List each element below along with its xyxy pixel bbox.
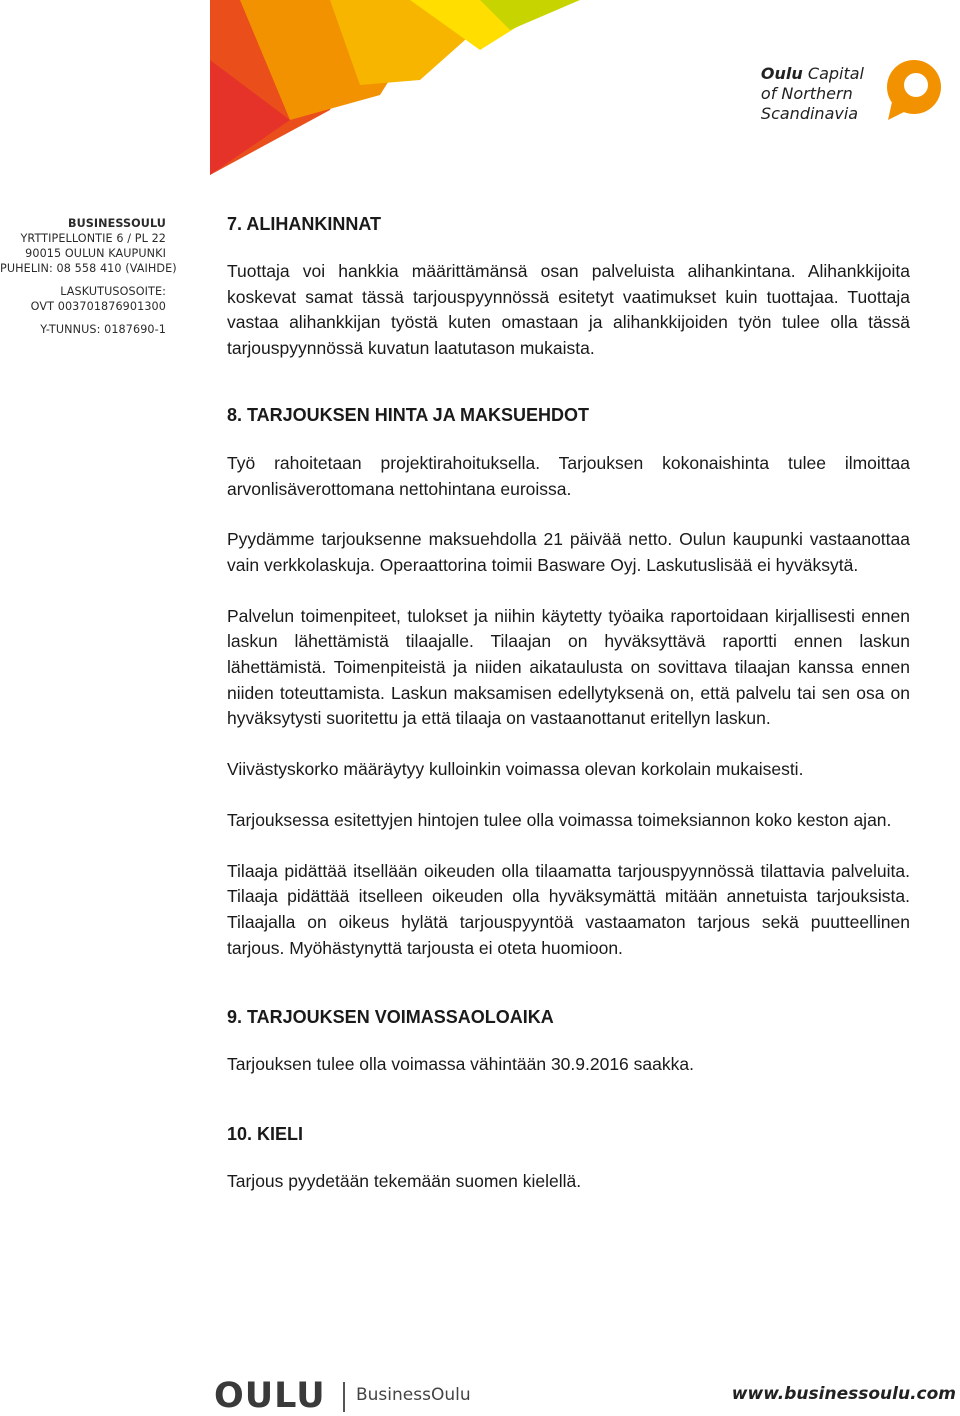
footer-brand: BusinessOulu bbox=[356, 1385, 471, 1405]
section-8-paragraph-5: Tarjouksessa esitettyjen hintojen tulee olla voimassa toimeksiannon koko keston ajan. bbox=[227, 809, 892, 830]
sidebar-ovt: OVT 003701876901300 bbox=[30, 300, 166, 313]
section-10-heading: 10. KIELI bbox=[227, 1124, 304, 1145]
sidebar-address-1: YRTTIPELLONTIE 6 / PL 22 bbox=[20, 232, 166, 245]
section-9-paragraph: Tarjouksen tulee olla voimassa vähintään 30.9.2016 saakka. bbox=[227, 1054, 694, 1075]
footer-divider bbox=[343, 1382, 345, 1412]
logo-line3: Scandinavia bbox=[760, 104, 859, 123]
section-10-paragraph: Tarjous pyydetään tekemään suomen kielellä. bbox=[227, 1171, 582, 1192]
section-7-heading: 7. ALIHANKINNAT bbox=[227, 214, 381, 234]
sidebar-phone: PUHELIN: 08 558 410 (VAIHDE) bbox=[0, 262, 177, 275]
oulu-capital-logo bbox=[756, 58, 946, 122]
section-8-paragraph-2: Pyydämme tarjouksenne maksuehdolla 21 päivää netto. Oulun kaupunki vastaanottaa vain verkkolaskuja. Operaattorina toimii Basware Oyj. Laskutuslisää ei hyväksytä. bbox=[227, 529, 910, 575]
speech-bubble-icon bbox=[882, 58, 946, 122]
sidebar-org: BUSINESSOULU bbox=[67, 217, 166, 230]
section-8-heading: 8. TARJOUKSEN HINTA JA MAKSUEHDOT bbox=[227, 404, 590, 425]
section-7-paragraph: Tuottaja voi hankkia määrittämänsä osan palveluista alihankintana. Alihankkijoita koskevat samat tässä tarjouspyynnössä esitetyt vaatimukset kuin tuottajaa. Tuottaja vastaa alihankkijan työstä kuten omastaan ja alihankkijoiden työn tulee olla tässä tarjouspyynnössä kuvatun laatutason mukaista. bbox=[227, 261, 910, 359]
document-body bbox=[227, 212, 910, 1195]
section-8-paragraph-6: Tilaaja pidättää itsellään oikeuden olla tilaamatta tarjouspyynnössä tilattavia palveluita. Tilaaja pidättää itselleen oikeuden olla hyväksymättä mitään annetuista tarjouksista. Tilaajalla on oikeus hylätä tarjouspyyntöä vastaamaton tarjous sekä puutteellinen tarjous. Myöhästynyttä tarjousta ei oteta huomioon. bbox=[227, 860, 910, 958]
section-8-paragraph-1: Työ rahoitetaan projektirahoituksella. Tarjouksen kokonaishinta tulee ilmoittaa arvonlisäverottomana nettohintana euroissa. bbox=[227, 452, 910, 499]
section-8-paragraph-3: Palvelun toimenpiteet, tulokset ja niihin käytetty työaika raportoidaan kirjallisesti ennen laskun lähettämistä tilaajalle. Tilaajan on hyväksyttävä raportti ennen laskun lähettämistä. Toimenpiteistä ja niiden aikataulusta on sovittava tilaajan kanssa ennen niiden toteuttamista. Laskun maksamisen edellytyksenä on, että palvelu tai sen osa on hyväksytysti suoritettu ja että tilaaja on vastaanottanut eritellyn laskun. bbox=[227, 605, 910, 729]
sidebar-ytunnus: Y-TUNNUS: 0187690-1 bbox=[40, 323, 166, 336]
sidebar-billing-label: LASKUTUSOSOITE: bbox=[60, 285, 166, 298]
footer-oulu-logo: OULU bbox=[214, 1376, 326, 1416]
section-8-paragraph-4: Viivästyskorko määräytyy kulloinkin voimassa olevan korkolain mukaisesti. bbox=[227, 759, 804, 780]
logo-line1-bold: Oulu bbox=[760, 64, 803, 83]
logo-wordmark bbox=[761, 64, 864, 124]
section-9-heading: 9. TARJOUKSEN VOIMASSAOLOAIKA bbox=[227, 1007, 554, 1028]
decorative-header-graphic bbox=[180, 0, 580, 180]
logo-line2: of Northern bbox=[760, 84, 853, 103]
logo-line1-rest: Capital bbox=[807, 64, 864, 83]
sidebar-address-2: 90015 OULUN KAUPUNKI bbox=[25, 247, 166, 260]
contact-sidebar bbox=[0, 216, 177, 337]
footer-website-link[interactable]: www.businessoulu.com bbox=[731, 1384, 956, 1404]
